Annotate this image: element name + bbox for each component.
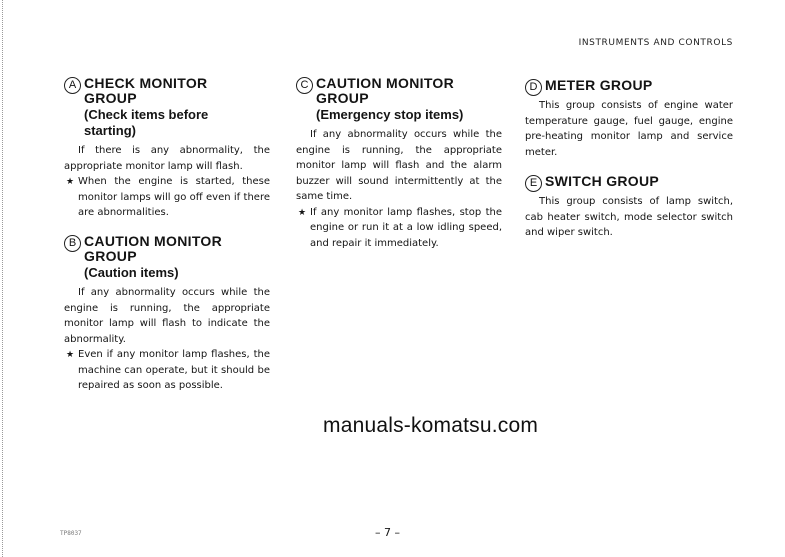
section-caution-monitor-emergency	[296, 76, 502, 251]
running-header: INSTRUMENTS AND CONTROLS	[578, 38, 733, 48]
section-body: This group consists of engine water temperature gauge, fuel gauge, engine pre-heating monitor lamp and service meter.	[525, 100, 733, 158]
note-item	[64, 347, 270, 394]
section-title-line: METER GROUP	[545, 77, 653, 93]
marker-a-badge: A	[64, 77, 81, 94]
section-title-line: CAUTION MONITOR	[84, 233, 223, 249]
note-text: Even if any monitor lamp flashes, the machine can operate, but it should be repaired as soon as possible.	[78, 349, 270, 391]
note-text: When the engine is started, these monitor lamps will go off even if there are abnormalities.	[78, 176, 270, 218]
marker-e-badge: E	[525, 175, 542, 192]
note-star-icon: ★	[66, 349, 75, 359]
section-body: If there is any abnormality, the appropriate monitor lamp will flash.	[64, 145, 270, 172]
section-heading	[64, 76, 270, 138]
page-number: – 7 –	[375, 526, 400, 539]
binding-edge	[2, 0, 3, 557]
section-title-line: CAUTION MONITOR	[316, 75, 455, 91]
section-body: If any abnormality occurs while the engine is running, the appropriate monitor lamp will flash and the alarm buzzer will sound intermittently at the same time.	[296, 129, 502, 202]
marker-b-badge: B	[64, 235, 81, 252]
section-heading	[525, 174, 733, 192]
section-heading	[296, 76, 502, 122]
section-subtitle-line: (Emergency stop items)	[316, 107, 464, 122]
note-item	[296, 205, 502, 252]
watermark-text: manuals-komatsu.com	[323, 414, 539, 437]
section-title-line: CHECK MONITOR	[84, 75, 208, 91]
section-subtitle-line: (Caution items)	[84, 265, 179, 280]
note-item	[64, 174, 270, 221]
section-body: This group consists of lamp switch, cab heater switch, mode selector switch and wiper switch.	[525, 196, 733, 238]
footer-code: TP8037	[60, 530, 82, 537]
section-body: If any abnormality occurs while the engine is running, the appropriate monitor lamp will flash to indicate the abnormality.	[64, 287, 270, 345]
section-heading	[64, 234, 270, 280]
section-switch-group	[525, 174, 733, 241]
note-star-icon: ★	[298, 206, 307, 217]
marker-d-badge: D	[525, 79, 542, 96]
section-subtitle-line: (Check items before	[84, 107, 209, 122]
note-text: If any monitor lamp flashes, stop the engine or run it at a low idling speed, and repair it immediately.	[310, 206, 502, 249]
section-meter-group	[525, 78, 733, 160]
section-heading	[525, 78, 733, 96]
marker-c-badge: C	[296, 77, 313, 94]
section-caution-monitor	[64, 234, 270, 394]
section-title-line: GROUP	[84, 90, 137, 106]
note-star-icon: ★	[66, 176, 75, 186]
section-title-line: SWITCH GROUP	[545, 173, 660, 189]
section-title-line: GROUP	[316, 90, 369, 106]
section-check-monitor	[64, 76, 270, 221]
section-subtitle-line: starting)	[84, 123, 136, 138]
section-title-line: GROUP	[84, 248, 137, 264]
